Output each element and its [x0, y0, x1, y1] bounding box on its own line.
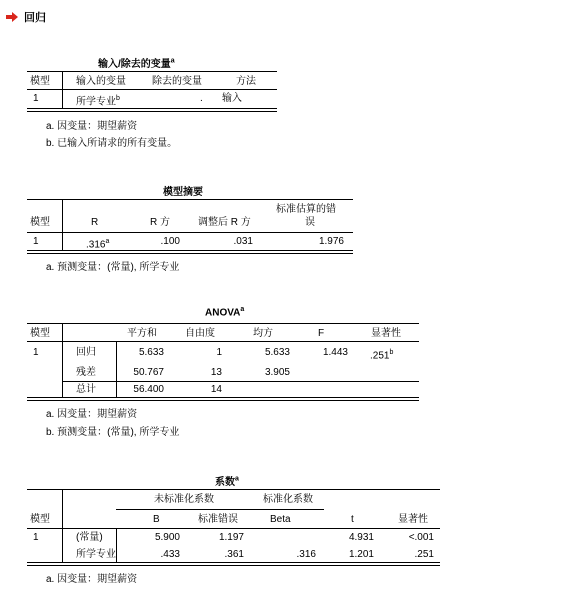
cell-sig: <.001 [408, 532, 434, 543]
header-std-error: 标准估算的错 [276, 204, 336, 215]
section-title: 回归 [24, 12, 46, 24]
header-beta: Beta [270, 514, 291, 525]
header-b: B [153, 514, 160, 525]
row-entered: 所学专业$^b$ [76, 95, 120, 108]
header-f: F [318, 328, 325, 339]
table-row-label: 回归 [76, 347, 96, 358]
table-row-label: 残差 [76, 367, 96, 378]
cell-t: 4.931 [348, 532, 374, 543]
cell-ss: 5.633 [138, 347, 164, 358]
footnote-a: a. 预测变量：(常量), 所学专业 [46, 262, 180, 273]
table-row-label: 所学专业 [76, 549, 116, 560]
header-r2: R 方 [150, 217, 170, 228]
header-entered: 输入的变量 [76, 76, 126, 87]
footnote-a: a. 因变量：期望薪资 [46, 574, 138, 585]
header-t: t [351, 514, 354, 525]
table-row-label: (常量) [76, 532, 103, 543]
cell-t: 1.201 [348, 549, 374, 560]
row-removed: . [200, 93, 203, 104]
header-model: 模型 [30, 328, 50, 339]
group-header-unstandardized: 未标准化系数 [154, 494, 214, 505]
header-removed: 除去的变量 [152, 76, 202, 87]
header-adj-r2: 调整后 R 方 [198, 217, 251, 228]
row-model: 1 [33, 93, 39, 104]
row-r2: .100 [160, 236, 180, 247]
cell-sig: .251 [414, 549, 434, 560]
footnote-a: a. 因变量：期望薪资 [46, 121, 138, 132]
cell-ms: 5.633 [264, 347, 290, 358]
row-method: 输入 [222, 93, 242, 104]
header-std-error-cont: 误 [305, 217, 315, 228]
header-sig: 显著性 [398, 514, 428, 525]
cell-std-error: 1.197 [218, 532, 244, 543]
row-adj-r2: .031 [233, 236, 253, 247]
table-title: 系数$^a$ [215, 475, 239, 488]
cell-beta: .316 [296, 549, 316, 560]
cell-b: .433 [160, 549, 180, 560]
cell-ss: 50.767 [133, 367, 164, 378]
header-model: 模型 [30, 217, 50, 228]
header-method: 方法 [236, 76, 256, 87]
cell-df: 13 [210, 367, 222, 378]
cell-df: 14 [210, 384, 222, 395]
header-sig: 显著性 [371, 328, 401, 339]
group-header-standardized: 标准化系数 [263, 494, 313, 505]
cell-ss: 56.400 [133, 384, 164, 395]
row-model: 1 [33, 532, 39, 543]
cell-std-error: .361 [224, 549, 244, 560]
cell-b: 5.900 [154, 532, 180, 543]
row-r: .316$^a$ [86, 238, 110, 251]
table-title: 模型摘要 [163, 187, 203, 198]
footnote-a: a. 因变量：期望薪资 [46, 409, 138, 420]
header-r: R [91, 217, 99, 228]
table-title: 输入/除去的变量$^a$ [98, 57, 175, 70]
footnote-b: b. 已输入所请求的所有变量。 [46, 138, 178, 149]
cell-sig: .251$^b$ [370, 349, 394, 362]
header-df: 自由度 [185, 328, 215, 339]
cell-df: 1 [216, 347, 222, 358]
table-row-label: 总计 [76, 384, 96, 395]
header-std-error: 标准错误 [198, 514, 238, 525]
row-model: 1 [33, 236, 39, 247]
row-std-error: 1.976 [318, 236, 344, 247]
cell-f: 1.443 [322, 347, 348, 358]
footnote-b: b. 预测变量：(常量), 所学专业 [46, 427, 180, 438]
header-ms: 均方 [253, 328, 273, 339]
header-ss: 平方和 [127, 328, 157, 339]
header-model: 模型 [30, 514, 50, 525]
cell-ms: 3.905 [264, 367, 290, 378]
row-model: 1 [33, 347, 39, 358]
table-title: ANOVA$^a$ [205, 306, 245, 319]
header-model: 模型 [30, 76, 50, 87]
